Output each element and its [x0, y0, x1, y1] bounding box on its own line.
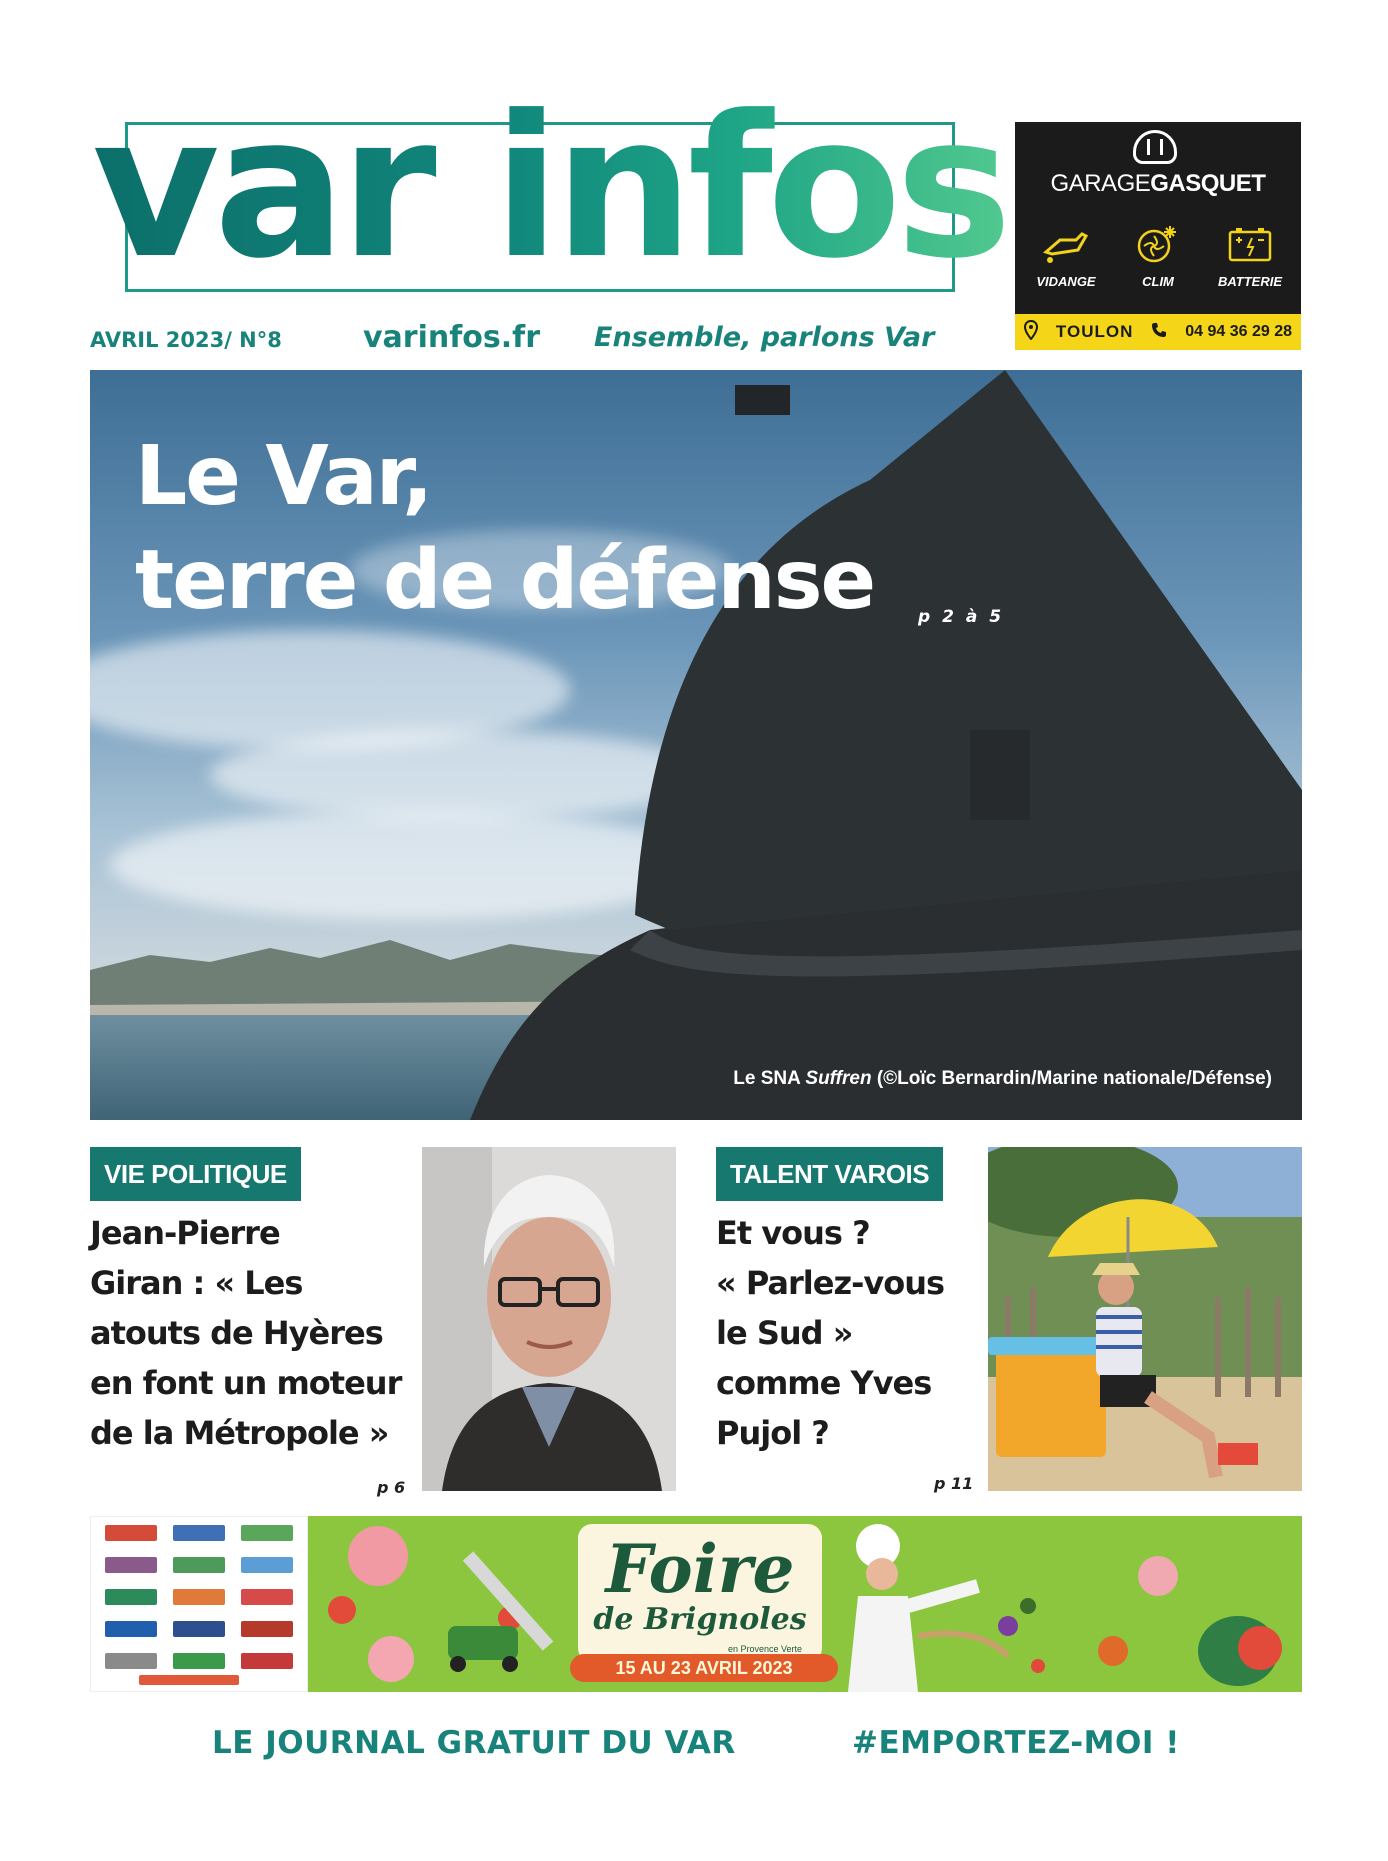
- footer-hashtag: #EMPORTEZ-MOI !: [852, 1725, 1180, 1761]
- service-batterie: BATTERIE: [1205, 222, 1295, 289]
- garage-contact-bar: [1015, 314, 1301, 350]
- flower: [348, 1526, 408, 1586]
- garage-phone[interactable]: 04 94 36 29 28: [1185, 323, 1293, 340]
- garage-logo-icon: [1133, 130, 1177, 164]
- sponsor-logo: [241, 1589, 293, 1605]
- sponsor-logo: [173, 1525, 225, 1541]
- sponsor-logo: [241, 1557, 293, 1573]
- foire-banner[interactable]: [308, 1516, 1302, 1692]
- portrait-photo: [422, 1147, 676, 1491]
- flower: [1138, 1556, 1178, 1596]
- website-link[interactable]: varinfos.fr: [363, 320, 540, 355]
- service-clim: CLIM: [1113, 222, 1203, 289]
- masthead-logo: var infos: [92, 78, 1012, 298]
- sponsor-logo: [241, 1653, 293, 1669]
- garage-ad[interactable]: [1015, 122, 1301, 350]
- flower: [328, 1596, 356, 1624]
- phone-icon: [1151, 322, 1167, 343]
- article-headline-pujol[interactable]: Et vous ? « Parlez-vous le Sud » comme Yves Pujol ?: [716, 1214, 945, 1452]
- section-tag-politique[interactable]: VIE POLITIQUE: [90, 1147, 301, 1201]
- article-headline-giran[interactable]: Jean-Pierre Giran : « Les atouts de Hyères en font un moteur de la Métropole »: [90, 1214, 402, 1452]
- sponsor-logo: [173, 1589, 225, 1605]
- sponsor-logo: [105, 1653, 157, 1669]
- sponsor-logo: [139, 1675, 239, 1685]
- flower: [1238, 1626, 1282, 1670]
- cover-caption: Le SNA Suffren (©Loïc Bernardin/Marine nationale/Défense): [733, 1068, 1272, 1089]
- cover-photo: [90, 370, 1302, 1120]
- sponsor-logo: [241, 1525, 293, 1541]
- sponsor-logo: [241, 1621, 293, 1637]
- issue-number: AVRIL 2023/ N°8: [90, 328, 282, 352]
- location-pin-icon: [1024, 320, 1038, 345]
- chef-illustration: [828, 1516, 1068, 1692]
- foire-tagline: en Provence Verte: [728, 1644, 803, 1654]
- flower: [368, 1636, 414, 1682]
- page-ref: p 6: [377, 1478, 406, 1497]
- sponsor-logo: [105, 1589, 157, 1605]
- page-ref: p 11: [934, 1474, 974, 1493]
- sponsor-logo: [173, 1621, 225, 1637]
- foire-logo-card: [578, 1524, 822, 1662]
- sponsor-logos: [90, 1516, 308, 1692]
- oil-can-icon: [1040, 222, 1092, 266]
- sponsor-logo: [105, 1621, 157, 1637]
- flower: [1098, 1636, 1128, 1666]
- foire-dates: 15 AU 23 AVRIL 2023: [570, 1654, 838, 1682]
- slogan: Ensemble, parlons Var: [594, 322, 935, 353]
- lawnmower-icon: [428, 1536, 568, 1676]
- snowflake-fan-icon: [1132, 222, 1184, 266]
- foire-subtitle: de Brignoles: [593, 1602, 807, 1637]
- sponsor-logo: [173, 1653, 225, 1669]
- beach-photo: [988, 1147, 1302, 1491]
- foire-title: Foire: [605, 1530, 795, 1608]
- service-vidange: VIDANGE: [1021, 222, 1111, 289]
- cover-page-ref: p 2 à 5: [918, 607, 1005, 627]
- garage-city: TOULON: [1055, 322, 1134, 341]
- footer-tagline: LE JOURNAL GRATUIT DU VAR: [212, 1725, 736, 1761]
- sponsor-logo: [105, 1525, 157, 1541]
- garage-name: GARAGEGASQUET: [1050, 170, 1266, 197]
- battery-icon: [1224, 222, 1276, 266]
- section-tag-talent[interactable]: TALENT VAROIS: [716, 1147, 943, 1201]
- sponsor-logo: [173, 1557, 225, 1573]
- sponsor-logo: [105, 1557, 157, 1573]
- cover-headline[interactable]: Le Var, terre de défense: [135, 429, 875, 628]
